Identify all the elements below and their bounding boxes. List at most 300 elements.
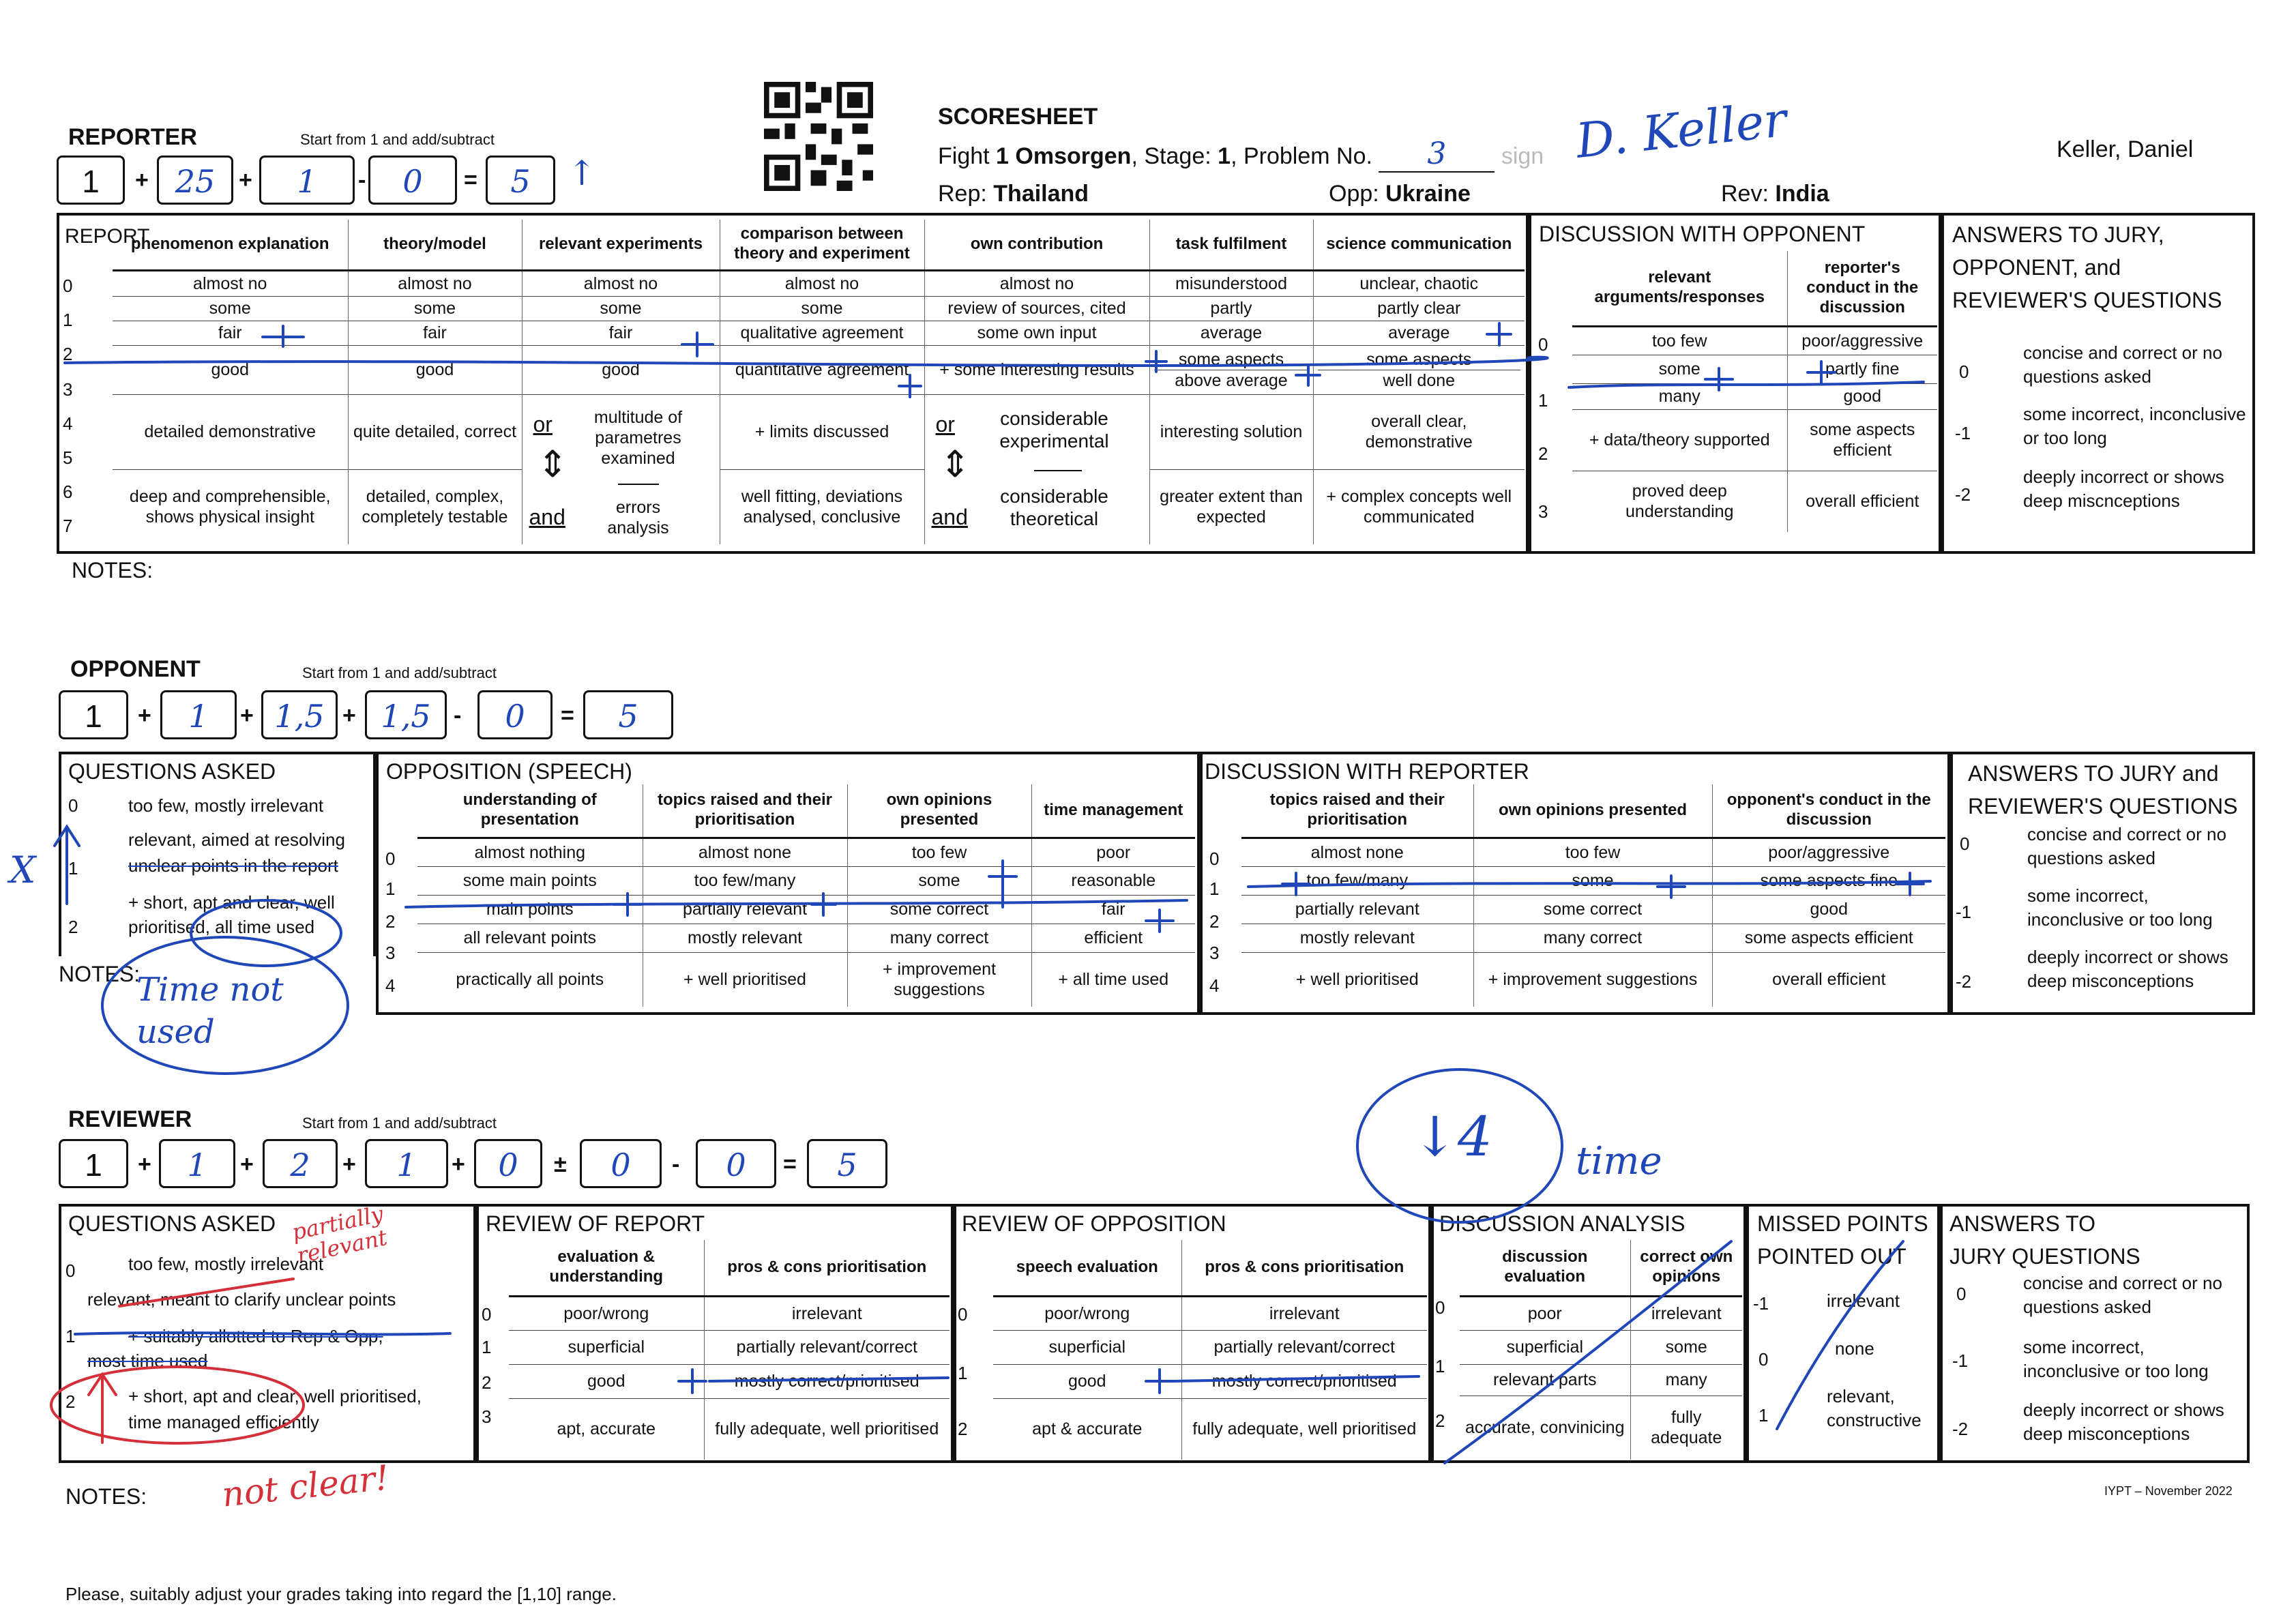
discussion-with-opponent-table — [1572, 251, 1937, 532]
reporter-base-value: 1 — [82, 164, 100, 199]
cell[interactable]: efficient — [1031, 924, 1195, 952]
cell[interactable]: poor/aggressive — [1712, 838, 1945, 866]
opposition-speech-title: OPPOSITION (SPEECH) — [386, 759, 632, 784]
col-header-arguments: relevant arguments/responses — [1572, 251, 1787, 326]
fight-place: Omsorgen — [1015, 143, 1132, 169]
reporter-deduction-box[interactable] — [368, 156, 457, 205]
col-header-comparison: comparison between theory and experiment — [720, 220, 924, 270]
reviewer-questions-title: QUESTIONS ASKED — [68, 1211, 276, 1236]
row-number: 2 — [1538, 443, 1548, 464]
cell[interactable]: some — [1572, 355, 1787, 383]
cell[interactable]: superficial — [993, 1330, 1181, 1364]
cell[interactable]: some — [720, 296, 924, 321]
opponent-deduction-box[interactable] — [477, 690, 553, 739]
cell[interactable]: proved deep understanding — [1572, 471, 1787, 532]
col-header-time: time management — [1031, 784, 1195, 838]
cell[interactable]: superficial — [1460, 1330, 1630, 1364]
discussion-analysis-title: DISCUSSION ANALYSIS — [1439, 1211, 1686, 1236]
question-score: 0 — [68, 795, 78, 816]
cell[interactable]: + well prioritised — [643, 952, 847, 1007]
reviewer-score-3-box[interactable] — [365, 1139, 448, 1188]
cell[interactable]: mostly relevant — [643, 924, 847, 952]
col-header-contribution: own contribution — [924, 220, 1149, 270]
minus-sign: - — [672, 1151, 680, 1177]
experiments-level-7: errors analysis — [607, 497, 669, 537]
experiments-level-6: multitude of parametres examined — [593, 407, 683, 468]
cell[interactable]: well fitting, deviations analysed, conclusive — [720, 469, 924, 544]
answer-option[interactable]: some incorrect, inconclusive or too long — [2027, 885, 2213, 930]
cell[interactable]: some aspects efficient — [1712, 924, 1945, 952]
col-header-discussion-evaluation: discussion evaluation — [1460, 1240, 1630, 1296]
reporter-answers-title: ANSWERS TO JURY, OPPONENT, and REVIEWER'S QUESTIONS — [1952, 222, 2222, 312]
rev-label: Rev: — [1721, 181, 1769, 207]
col-header-topics: topics raised and their prioritisation — [1241, 784, 1473, 838]
opponent-score-1-box[interactable] — [160, 690, 237, 739]
answer-option[interactable]: deeply incorrect or shows deep misconceptions — [2027, 947, 2228, 992]
col-header-phenomenon: phenomenon explanation — [113, 220, 348, 270]
question-score: 1 — [65, 1326, 76, 1346]
reviewer-score-1: 1 — [187, 1147, 207, 1183]
row-number: 0 — [482, 1304, 492, 1325]
qr-code — [764, 82, 873, 191]
cell[interactable]: good — [522, 345, 720, 394]
cell[interactable]: poor — [1031, 838, 1195, 866]
row-number: 2 — [1435, 1411, 1445, 1431]
cell[interactable]: many — [1630, 1364, 1742, 1396]
opp-label: Opp: — [1329, 181, 1379, 207]
cell[interactable]: reasonable — [1031, 866, 1195, 895]
cell[interactable]: overall clear, demonstrative — [1313, 394, 1525, 469]
col-header-speech-evaluation: speech evaluation — [993, 1240, 1181, 1296]
cell[interactable]: some correct — [847, 895, 1031, 924]
row-number: 2 — [385, 911, 396, 932]
minus-sign: - — [358, 167, 366, 193]
footer-note: Please, suitably adjust your grades taking into regard the [1,10] range. — [65, 1584, 617, 1604]
question-option[interactable]: too few, mostly irrelevant — [128, 795, 324, 816]
question-score: 2 — [68, 917, 78, 937]
cell[interactable]: almost no — [720, 270, 924, 296]
cell[interactable]: apt, accurate — [509, 1398, 704, 1460]
cell[interactable]: partially relevant — [643, 895, 847, 924]
cell[interactable]: too few — [1473, 838, 1712, 866]
cell[interactable]: apt & accurate — [993, 1398, 1181, 1460]
cell[interactable]: fully adequate, well prioritised — [704, 1398, 950, 1460]
sign-label: sign — [1501, 143, 1544, 169]
cell[interactable]: fair — [522, 321, 720, 345]
missed-score: 1 — [1758, 1405, 1769, 1426]
question-score: 0 — [65, 1260, 76, 1281]
cell[interactable]: irrelevant — [704, 1296, 950, 1330]
cell[interactable]: some correct — [1473, 895, 1712, 924]
row-number: 2 — [958, 1419, 968, 1439]
cell[interactable]: almost none — [1241, 838, 1473, 866]
cell[interactable]: misunderstood — [1149, 270, 1313, 296]
cell[interactable] — [1149, 345, 1313, 394]
col-header-understanding: understanding of presentation — [417, 784, 643, 838]
juror-name: Keller, Daniel — [2057, 136, 2194, 162]
col-header-conduct: reporter's conduct in the discussion — [1787, 251, 1937, 326]
equals-sign: = — [464, 167, 477, 193]
cell[interactable]: detailed, complex, completely testable — [348, 469, 522, 544]
opponent-answers-title: ANSWERS TO JURY and REVIEWER'S QUESTIONS — [1968, 761, 2238, 818]
cell[interactable]: partially relevant — [1241, 895, 1473, 924]
cell[interactable]: partly — [1149, 296, 1313, 321]
answer-score: 0 — [1960, 833, 1970, 854]
question-option[interactable]: unclear points in the report — [128, 855, 338, 876]
opponent-score-1: 1 — [188, 698, 209, 735]
answer-option[interactable]: deeply incorrect or shows deep misconceptions — [2023, 1400, 2224, 1445]
and-label: and — [529, 504, 565, 529]
row-number: 0 — [1209, 848, 1220, 869]
discussion-with-reporter-title: DISCUSSION WITH REPORTER — [1205, 759, 1529, 784]
or-label: or — [533, 411, 553, 437]
row-number: 3 — [1209, 943, 1220, 963]
row-number: 1 — [1435, 1356, 1445, 1376]
missed-score: 0 — [1758, 1349, 1769, 1370]
answer-score: 0 — [1956, 1284, 1967, 1304]
cell[interactable]: some own input — [924, 321, 1149, 345]
fight-label: Fight — [938, 143, 990, 169]
opponent-notes-label: NOTES: — [59, 962, 141, 986]
fight-line: Fight 1 Omsorgen, Stage: 1, Problem No. 3 sign — [938, 136, 1544, 171]
answer-option[interactable]: concise and correct or no questions asked — [2023, 1273, 2222, 1318]
opponent-base-value: 1 — [85, 698, 102, 734]
reviewer-result-box[interactable] — [807, 1139, 887, 1188]
opponent-start-hint: Start from 1 and add/subtract — [302, 664, 497, 681]
col-header-conduct: opponent's conduct in the discussion — [1712, 784, 1945, 838]
cell[interactable]: review of sources, cited — [924, 296, 1149, 321]
row-number: 0 — [1538, 334, 1548, 355]
reviewer-questions-handwriting: partially relevant — [289, 1200, 389, 1269]
cell-line: some aspects — [1154, 349, 1309, 370]
reviewer-score-5-box[interactable] — [580, 1139, 662, 1188]
cell[interactable]: too few/many — [643, 866, 847, 895]
cell[interactable]: + complex concepts well communicated — [1313, 469, 1525, 544]
cell[interactable] — [1313, 345, 1525, 394]
cell[interactable]: fully adequate, well prioritised — [1181, 1398, 1427, 1460]
cell[interactable]: qualitative agreement — [720, 321, 924, 345]
rev-team — [1721, 181, 1829, 207]
cell[interactable]: mostly relevant — [1241, 924, 1473, 952]
cell[interactable]: + some interesting results — [924, 345, 1149, 394]
row-number: 0 — [1435, 1297, 1445, 1318]
cell[interactable]: overall efficient — [1787, 471, 1937, 532]
cell[interactable]: fully adequate — [1630, 1396, 1742, 1460]
cell[interactable]: + all time used — [1031, 952, 1195, 1007]
row-number: 5 — [63, 447, 73, 468]
cell[interactable]: main points — [417, 895, 643, 924]
row-number: 1 — [385, 879, 396, 899]
answer-score: -2 — [1952, 1419, 1969, 1439]
reviewer-title: REVIEWER — [68, 1106, 192, 1132]
cell[interactable]: interesting solution — [1149, 394, 1313, 469]
cell[interactable]: good — [1787, 383, 1937, 409]
reviewer-score-4: 0 — [498, 1147, 518, 1183]
cell[interactable]: unclear, chaotic — [1313, 270, 1525, 296]
answer-score: -1 — [1955, 423, 1971, 443]
cell[interactable]: too few — [847, 838, 1031, 866]
col-header-experiments: relevant experiments — [522, 220, 720, 270]
answer-score: -2 — [1955, 484, 1971, 505]
and-label: and — [931, 504, 968, 529]
answer-option[interactable]: some incorrect, inconclusive or too long — [2023, 1337, 2209, 1382]
contribution-level-6: considerable experimental — [999, 407, 1109, 452]
cell[interactable]: good — [509, 1364, 704, 1398]
row-number: 0 — [958, 1304, 968, 1325]
cell[interactable]: poor — [1460, 1296, 1630, 1330]
answer-score: -1 — [1952, 1350, 1969, 1371]
cell[interactable]: relevant parts — [1460, 1364, 1630, 1396]
minus-sign: - — [454, 703, 462, 728]
cell[interactable]: some — [348, 296, 522, 321]
reporter-score-2: 1 — [297, 163, 317, 200]
col-header-pros-cons: pros & cons prioritisation — [1181, 1240, 1427, 1296]
plus-sign: + — [240, 1151, 254, 1177]
col-header-own-opinions: correct own opinions — [1630, 1240, 1742, 1296]
problem-label: Problem No. — [1243, 143, 1372, 169]
missed-option[interactable]: relevant, constructive — [1827, 1386, 1922, 1431]
equals-sign: = — [561, 703, 574, 728]
cell[interactable]: some aspects fine — [1712, 866, 1945, 895]
cell[interactable]: good — [993, 1364, 1181, 1398]
rev-value: India — [1775, 181, 1829, 207]
reporter-result: 5 — [510, 163, 531, 200]
cell[interactable]: some — [113, 296, 348, 321]
row-number: 3 — [385, 943, 396, 963]
col-header-topics: topics raised and their prioritisation — [643, 784, 847, 838]
col-header-task: task fulfilment — [1149, 220, 1313, 270]
question-option[interactable]: too few, mostly irrelevant — [128, 1254, 324, 1274]
fight-number: 1 — [996, 143, 1009, 169]
row-number: 1 — [482, 1337, 492, 1357]
reviewer-score-2-box[interactable] — [263, 1139, 338, 1188]
row-number: 3 — [63, 379, 73, 400]
cell[interactable]: quite detailed, correct — [348, 394, 522, 469]
reviewer-base-box — [59, 1139, 128, 1188]
cell[interactable]: almost none — [643, 838, 847, 866]
row-number: 4 — [385, 975, 396, 996]
col-header-communication: science communication — [1313, 220, 1525, 270]
row-number: 1 — [1209, 879, 1220, 899]
cell[interactable]: average — [1149, 321, 1313, 345]
cell[interactable]: partially relevant/correct — [1181, 1330, 1427, 1364]
opponent-result-box[interactable] — [583, 690, 673, 739]
cell[interactable]: many correct — [1473, 924, 1712, 952]
cell[interactable]: + well prioritised — [1241, 952, 1473, 1007]
col-header-opinions: own opinions presented — [1473, 784, 1712, 838]
cell[interactable]: detailed demonstrative — [113, 394, 348, 469]
reviewer-deduction-box[interactable] — [696, 1139, 776, 1188]
cell[interactable]: good — [348, 345, 522, 394]
divider — [618, 484, 659, 485]
row-number: 2 — [1209, 911, 1220, 932]
question-score: 1 — [68, 858, 78, 879]
question-option[interactable]: + short, apt and clear, well prioritised, — [128, 1386, 422, 1406]
discussion-with-opponent-title: DISCUSSION WITH OPPONENT — [1539, 222, 1866, 246]
row-number: 0 — [385, 848, 396, 869]
cell[interactable]: some main points — [417, 866, 643, 895]
opponent-base-box — [59, 690, 128, 739]
plus-sign: + — [138, 1151, 151, 1177]
opponent-questions-mark: X — [10, 848, 36, 891]
cell[interactable]: some aspects efficient — [1787, 409, 1937, 471]
problem-number-field[interactable]: 3 — [1379, 136, 1495, 173]
reviewer-deduction: 0 — [726, 1147, 746, 1183]
reporter-score-1-box[interactable] — [157, 156, 233, 205]
missed-option[interactable]: none — [1835, 1338, 1874, 1359]
cell[interactable]: irrelevant — [1181, 1296, 1427, 1330]
question-option[interactable]: time managed efficiently — [128, 1412, 319, 1432]
opponent-title: OPPONENT — [70, 656, 201, 682]
answer-option[interactable]: some incorrect, inconclusive or too long — [2023, 404, 2246, 449]
plus-sign: + — [138, 703, 151, 728]
cell[interactable]: overall efficient — [1712, 952, 1945, 1007]
cell[interactable]: many — [1572, 383, 1787, 409]
cell[interactable]: partly clear — [1313, 296, 1525, 321]
review-of-opposition-table — [993, 1240, 1427, 1460]
opposition-speech-table — [417, 784, 1195, 1007]
col-header-pros-cons: pros & cons prioritisation — [704, 1240, 950, 1296]
cell[interactable]: partially relevant/correct — [704, 1330, 950, 1364]
opponent-notes-handwriting: Time not used — [136, 971, 284, 1052]
answer-score: -2 — [1956, 971, 1972, 992]
reviewer-score-4-box[interactable] — [474, 1139, 542, 1188]
cell[interactable]: almost no — [113, 270, 348, 296]
cell[interactable]: greater extent than expected — [1149, 469, 1313, 544]
opponent-score-3-box[interactable] — [365, 690, 447, 739]
cell-line: above average — [1175, 370, 1288, 390]
answer-option[interactable]: concise and correct or no questions asked — [2027, 824, 2226, 869]
opp-value: Ukraine — [1385, 181, 1471, 207]
cell[interactable]: fair — [348, 321, 522, 345]
cell[interactable]: some — [847, 866, 1031, 895]
question-score: 2 — [65, 1391, 76, 1412]
plus-minus-sign: ± — [554, 1151, 567, 1177]
cell[interactable]: deep and comprehensible, shows physical insight — [113, 469, 348, 544]
plus-sign: + — [239, 167, 252, 193]
cell[interactable]: poor/aggressive — [1787, 326, 1937, 355]
cell-line: some aspects — [1318, 349, 1521, 370]
cell[interactable]: poor/wrong — [993, 1296, 1181, 1330]
cell[interactable]: all relevant points — [417, 924, 643, 952]
cell[interactable] — [522, 394, 720, 544]
cell[interactable]: almost no — [348, 270, 522, 296]
reviewer-score-2: 2 — [290, 1147, 310, 1183]
reporter-title: REPORTER — [68, 124, 197, 150]
reviewer-base-value: 1 — [85, 1147, 102, 1183]
cell[interactable]: almost no — [924, 270, 1149, 296]
cell[interactable]: some — [522, 296, 720, 321]
stage-label: Stage: — [1144, 143, 1211, 169]
answer-option[interactable]: concise and correct or no questions asked — [2023, 342, 2222, 387]
cell[interactable]: + data/theory supported — [1572, 409, 1787, 471]
row-number: 6 — [63, 482, 73, 502]
cell[interactable]: fair — [1031, 895, 1195, 924]
cell[interactable]: practically all points — [417, 952, 643, 1007]
missed-option[interactable]: irrelevant — [1827, 1290, 1900, 1311]
cell[interactable]: good — [1712, 895, 1945, 924]
cell[interactable]: + improvement suggestions — [1473, 952, 1712, 1007]
row-number: 0 — [63, 276, 73, 296]
cell[interactable]: + improvement suggestions — [847, 952, 1031, 1007]
col-header-evaluation: evaluation & understanding — [509, 1240, 704, 1296]
reporter-result-box[interactable] — [486, 156, 555, 205]
cell[interactable]: superficial — [509, 1330, 704, 1364]
reporter-criteria-table — [113, 220, 1525, 544]
opponent-score-2-box[interactable] — [261, 690, 338, 739]
reviewer-notes-handwriting: not clear! — [220, 1458, 392, 1515]
cell-line: well done — [1383, 370, 1456, 390]
reviewer-result: 5 — [837, 1147, 857, 1183]
reporter-score-2-box[interactable] — [259, 156, 355, 205]
cell[interactable]: mostly correct/prioritised — [704, 1364, 950, 1398]
plus-sign: + — [240, 703, 254, 728]
cell[interactable]: almost nothing — [417, 838, 643, 866]
question-option[interactable]: most time used — [87, 1350, 208, 1371]
col-header-opinions: own opinions presented — [847, 784, 1031, 838]
cell[interactable] — [924, 394, 1149, 544]
cell[interactable]: good — [113, 345, 348, 394]
opp-team — [1329, 181, 1471, 207]
cell[interactable]: irrelevant — [1630, 1296, 1742, 1330]
reporter-score-1: 25 — [175, 163, 216, 200]
question-option[interactable]: relevant, aimed at resolving — [128, 829, 345, 850]
answer-option[interactable]: deeply incorrect or shows deep miscnceptions — [2023, 467, 2224, 512]
opponent-questions-title: QUESTIONS ASKED — [68, 759, 276, 784]
missed-points-title: MISSED POINTS POINTED OUT — [1757, 1211, 1928, 1269]
divider — [1034, 470, 1082, 471]
updown-arrow-icon: ⇕ — [537, 443, 568, 485]
cell[interactable]: some — [1630, 1330, 1742, 1364]
cell[interactable]: quantitative agreement — [720, 345, 924, 394]
rep-label: Rep: — [938, 181, 987, 207]
cell[interactable]: too few — [1572, 326, 1787, 355]
row-number: 3 — [482, 1406, 492, 1427]
cell[interactable]: fair — [113, 321, 348, 345]
question-option[interactable]: prioritised, all time used — [128, 917, 315, 937]
discussion-analysis-table — [1460, 1240, 1742, 1460]
question-option[interactable]: relevant, meant to clarify unclear points — [87, 1289, 396, 1310]
cell[interactable]: + limits discussed — [720, 394, 924, 469]
cell[interactable]: average — [1313, 321, 1525, 345]
cell[interactable]: many correct — [847, 924, 1031, 952]
row-number: 4 — [1209, 975, 1220, 996]
version-label: IYPT – November 2022 — [2104, 1484, 2233, 1498]
question-option[interactable]: + short, apt and clear, well — [128, 892, 335, 913]
reviewer-circled-mark: ↓4 — [1412, 1105, 1492, 1168]
reporter-notes-label: NOTES: — [72, 558, 153, 582]
cell[interactable]: poor/wrong — [509, 1296, 704, 1330]
row-number: 1 — [63, 310, 73, 330]
cell[interactable]: partly fine — [1787, 355, 1937, 383]
or-label: or — [935, 411, 955, 437]
reviewer-score-1-box[interactable] — [159, 1139, 235, 1188]
cell[interactable]: some — [1473, 866, 1712, 895]
contribution-level-7: considerable theoretical — [1000, 485, 1108, 530]
plus-sign: + — [342, 1151, 356, 1177]
cell[interactable]: too few/many — [1241, 866, 1473, 895]
answer-score: 0 — [1959, 361, 1969, 382]
signature[interactable]: D. Keller — [1573, 91, 1790, 169]
stage-value: 1 — [1218, 143, 1231, 169]
question-option[interactable]: + suitably allotted to Rep & Opp, — [128, 1326, 383, 1346]
reporter-base-box — [57, 156, 125, 205]
cell[interactable]: accurate, convinicing — [1460, 1396, 1630, 1460]
review-of-report-title: REVIEW OF REPORT — [486, 1211, 705, 1236]
cell[interactable]: almost no — [522, 270, 720, 296]
cell[interactable]: mostly correct/prioritised — [1181, 1364, 1427, 1398]
row-number: 3 — [1538, 501, 1548, 522]
